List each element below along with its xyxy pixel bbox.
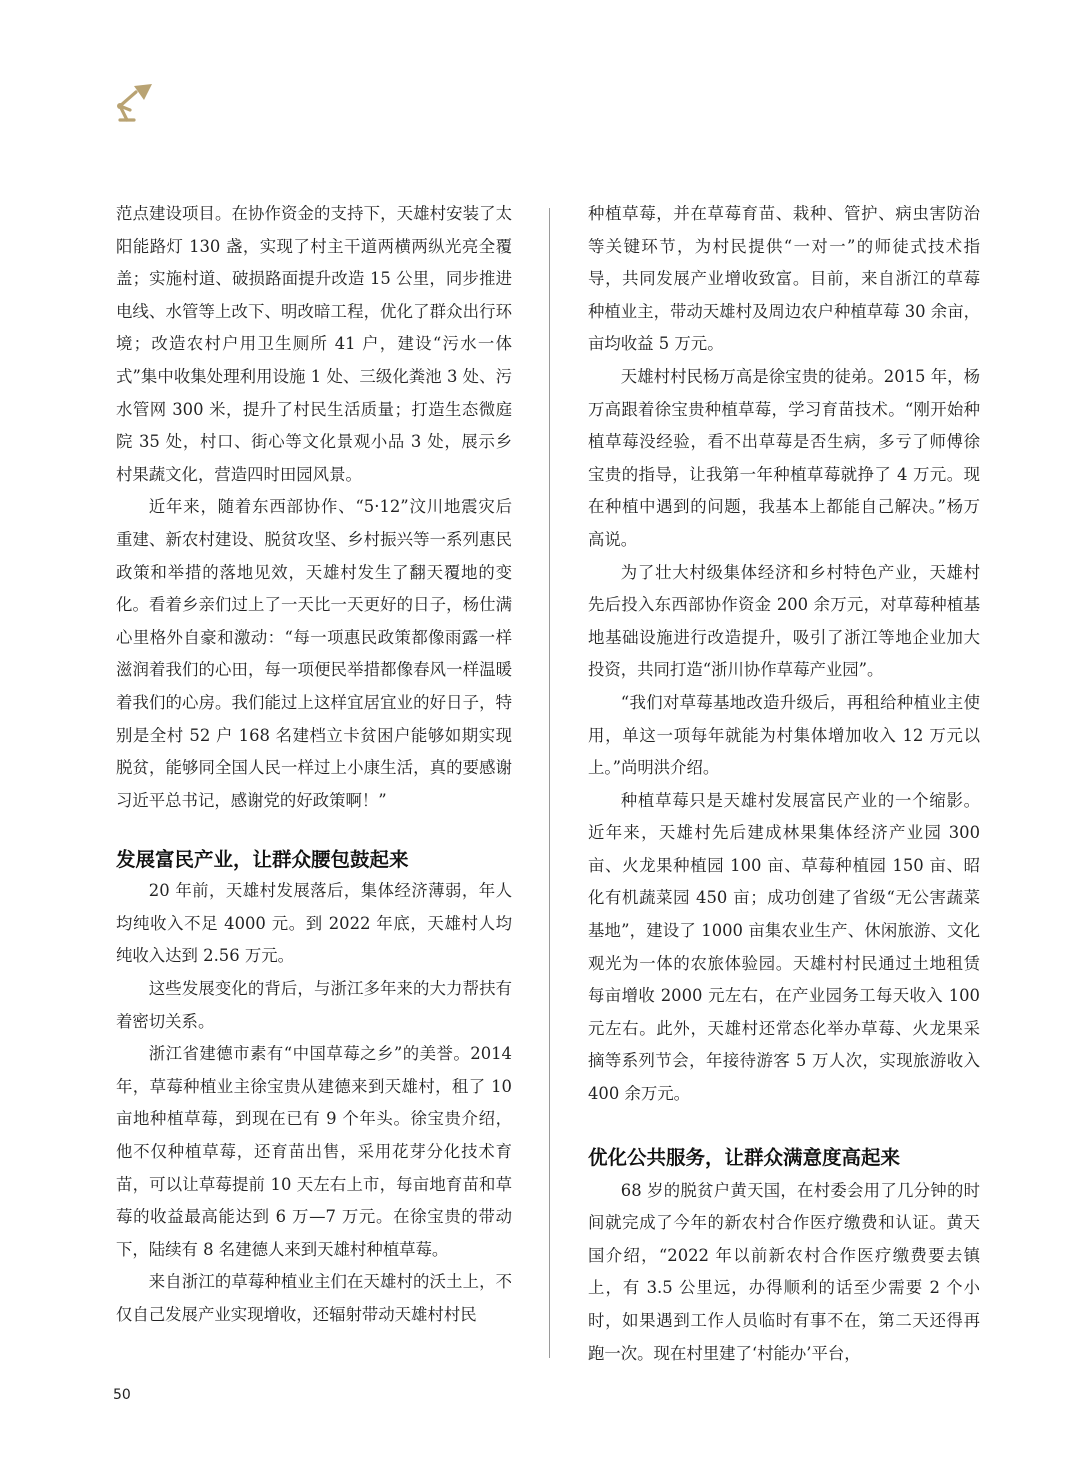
section-heading: 发展富民产业，让群众腰包鼓起来	[116, 848, 409, 872]
section-heading: 优化公共服务，让群众满意度高起来	[588, 1145, 901, 1169]
left-column	[116, 198, 512, 1332]
page-number: 50	[113, 1387, 131, 1403]
paragraph: “我们对草莓基地改造升级后，再租给种植业主使用，单这一项每年就能为村集体增加收入 12 万元以上。”尚明洪介绍。	[588, 692, 980, 778]
paragraph: 种植草莓，并在草莓育苗、栽种、管护、病虫害防治等关键环节，为村民提供“一对一”的师徒式技术指导，共同发展产业增收致富。目前，来自浙江的草莓种植业主，带动天雄村及周边农户种植草莓 30 余亩，亩均收益 5 万元。	[588, 204, 980, 354]
paragraph: 这些发展变化的背后，与浙江多年来的大力帮扶有着密切关系。	[116, 979, 512, 1031]
paragraph: 范点建设项目。在协作资金的支持下，天雄村安装了太阳能路灯 130 盏，实现了村主干道两横两纵光亮全覆盖；实施村道、破损路面提升改造 15 公里，同步推进电线、水管等上改下、明改暗工程，优化了群众出行环境；改造农村户用卫生厕所 41 户，建设“污水一体式”集中收集处理利用设施 1 处、三级化粪池 3 处、污水管网 300 米，提升了村民生活质量；打造生态微庭院 35 处，村口、街心等文化景观小品 3 处，展示乡村果蔬文化，营造四时田园风景。	[116, 204, 512, 484]
right-column	[588, 198, 980, 1370]
paragraph: 近年来，随着东西部协作、“5·12”汶川地震灾后重建、新农村建设、脱贫攻坚、乡村振兴等一系列惠民政策和举措的落地见效，天雄村发生了翻天覆地的变化。看着乡亲们过上了一天比一天更好的日子，杨仕满心里格外自豪和激动：“每一项惠民政策都像雨露一样滋润着我们的心田，每一项便民举措都像春风一样温暖着我们的心房。我们能过上这样宜居宜业的好日子，特别是全村 52 户 168 名建档立卡贫困户能够如期实现脱贫，能够同全国人民一样过上小康生活，真的要感谢习近平总书记，感谢党的好政策啊！”	[116, 497, 512, 810]
paragraph: 浙江省建德市素有“中国草莓之乡”的美誉。2014 年，草莓种植业主徐宝贵从建德来到天雄村，租了 10 亩地种植草莓，到现在已有 9 个年头。徐宝贵介绍，他不仅种植草莓，还育苗出售，采用花芽分化技术育苗，可以让草莓提前 10 天左右上市，每亩地育苗和草莓的收益最高能达到 6 万—7 万元。在徐宝贵的带动下，陆续有 8 名建德人来到天雄村种植草莓。	[116, 1044, 512, 1259]
desk-lamp-icon	[112, 80, 158, 126]
paragraph: 来自浙江的草莓种植业主们在天雄村的沃土上，不仅自己发展产业实现增收，还辐射带动天雄村村民	[116, 1272, 512, 1324]
column-divider	[549, 208, 550, 1358]
paragraph: 种植草莓只是天雄村发展富民产业的一个缩影。近年来，天雄村先后建成林果集体经济产业园 300 亩、火龙果种植园 100 亩、草莓种植园 150 亩、昭化有机蔬菜园 450 亩；成功创建了省级“无公害蔬菜基地”，建设了 1000 亩集农业生产、休闲旅游、文化观光为一体的农旅体验园。天雄村村民通过土地租赁每亩增收 2000 元左右，在产业园务工每天收入 100 元左右。此外，天雄村还常态化举办草莓、火龙果采摘等系列节会，年接待游客 5 万人次，实现旅游收入 400 余万元。	[588, 790, 980, 1104]
paragraph: 为了壮大村级集体经济和乡村特色产业，天雄村先后投入东西部协作资金 200 余万元，对草莓种植基地基础设施进行改造提升，吸引了浙江等地企业加大投资，共同打造“浙川协作草莓产业园”。	[588, 562, 980, 680]
paragraph: 20 年前，天雄村发展落后，集体经济薄弱，年人均纯收入不足 4000 元。到 2022 年底，天雄村人均纯收入达到 2.56 万元。	[116, 881, 512, 966]
paragraph: 天雄村村民杨万高是徐宝贵的徒弟。2015 年，杨万高跟着徐宝贵种植草莓，学习育苗技术。“刚开始种植草莓没经验，看不出草莓是否生病，多亏了师傅徐宝贵的指导，让我第一年种植草莓就挣了 4 万元。现在种植中遇到的问题，我基本上都能自己解决。”杨万高说。	[588, 366, 980, 549]
paragraph: 68 岁的脱贫户黄天国，在村委会用了几分钟的时间就完成了今年的新农村合作医疗缴费和认证。黄天国介绍，“2022 年以前新农村合作医疗缴费要去镇上，有 3.5 公里远，办得顺利的话至少需要 2 个小时，如果遇到工作人员临时有事不在，第二天还得再跑一次。现在村里建了‘村能办’平台，	[588, 1180, 980, 1363]
